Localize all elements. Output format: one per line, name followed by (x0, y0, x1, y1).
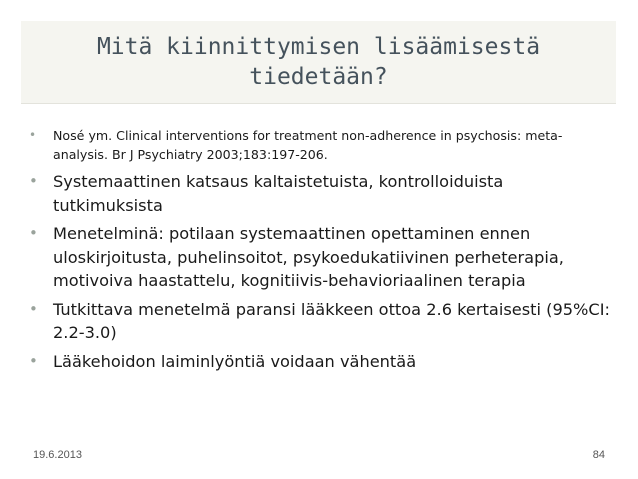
bullet-text: Menetelminä: potilaan systemaattinen opettaminen ennen uloskirjoitusta, puhelinsoitot, psykoedukatiivinen perheterapia, motivoiva haastattelu, kognitiivis-behavioriaalinen terapia (53, 224, 564, 290)
slide-title (97, 32, 540, 92)
bullet-icon: • (29, 172, 38, 190)
bullet-icon: • (29, 224, 38, 242)
bullet-list (27, 126, 617, 378)
bullet-item-result (27, 298, 617, 345)
bullet-text: Tutkittava menetelmä paransi lääkkeen ottoa 2.6 kertaisesti (95%CI: 2.2-3.0) (53, 299, 610, 342)
bullet-item-reference (27, 126, 617, 164)
slide-title-line-1: Mitä kiinnittymisen lisäämisestä (96, 34, 541, 60)
slide-title-line-2: tiedetään? (249, 64, 388, 90)
bullet-icon: • (29, 351, 38, 370)
page-number: 84 (592, 449, 605, 461)
bullet-item-conclusion (27, 350, 617, 374)
bullet-text: Systemaattinen katsaus kaltaistetuista, kontrolloiduista tutkimuksista (53, 172, 504, 215)
bullet-text: Lääkehoidon laiminlyöntiä voidaan vähentää (53, 351, 417, 371)
bullet-item-methods (27, 222, 617, 293)
bullet-text: Nosé ym. Clinical interventions for treatment non-adherence in psychosis: meta-analysis. Br J Psychiatry 2003;183:197-206. (53, 128, 563, 162)
bullet-icon: • (29, 128, 37, 142)
bullet-icon: • (29, 299, 38, 318)
title-box (21, 21, 616, 104)
bullet-item-review (27, 170, 617, 217)
footer-date: 19.6.2013 (33, 449, 82, 461)
